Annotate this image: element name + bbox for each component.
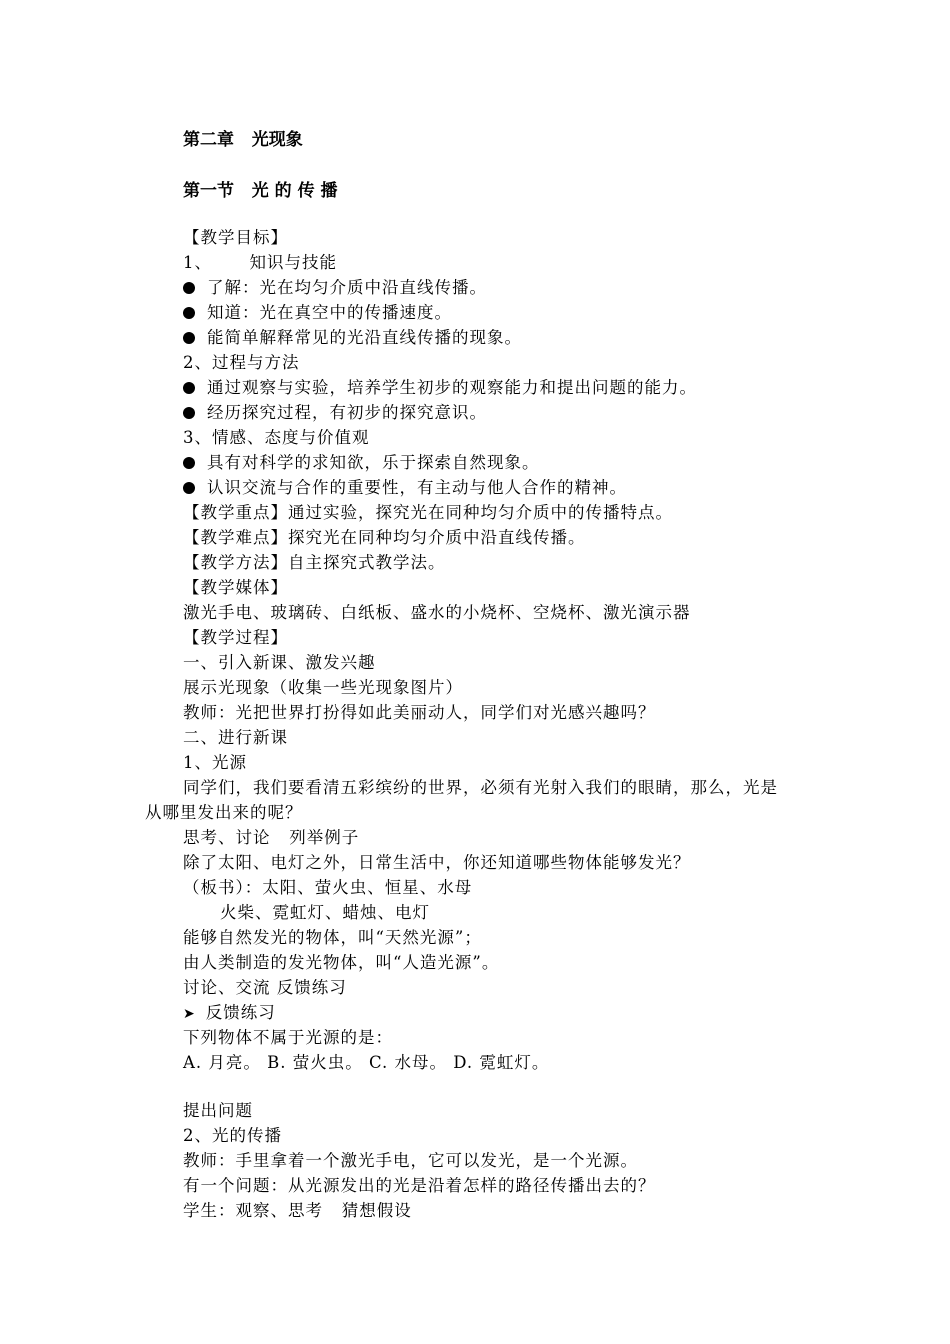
sub1-artificial: 由人类制造的发光物体，叫“人造光源”。 <box>183 953 500 972</box>
bullet-icon <box>183 482 195 494</box>
goal1-item-3: 能简单解释常见的光沿直线传播的现象。 <box>183 325 522 350</box>
arrow-bullet-icon: ➤ <box>183 1006 196 1022</box>
feedback-options: A. 月亮。 B. 萤火虫。 C. 水母。 D. 霓虹灯。 <box>183 1053 550 1072</box>
part1-show: 展示光现象（收集一些光现象图片） <box>183 678 463 697</box>
bullet-icon <box>183 457 195 469</box>
sub1-para-line1: 同学们，我们要看清五彩缤纷的世界，必须有光射入我们的眼睛，那么，光是 <box>183 778 778 797</box>
process-header: 【教学过程】 <box>183 628 288 647</box>
goals-header: 【教学目标】 <box>183 228 288 247</box>
sub1-header: 1、光源 <box>183 753 247 772</box>
key-point: 【教学重点】通过实验，探究光在同种均匀介质中的传播特点。 <box>183 503 673 522</box>
difficulty: 【教学难点】探究光在同种均匀介质中沿直线传播。 <box>183 528 586 547</box>
sub2-header: 2、光的传播 <box>183 1126 282 1145</box>
bullet-icon <box>183 407 195 419</box>
sub1-discuss: 讨论、交流 反馈练习 <box>183 978 347 997</box>
sub1-question: 除了太阳、电灯之外，日常生活中，你还知道哪些物体能够发光？ <box>183 853 691 872</box>
feedback-question: 下列物体不属于光源的是： <box>183 1028 393 1047</box>
media-list: 激光手电、玻璃砖、白纸板、盛水的小烧杯、空烧杯、激光演示器 <box>183 603 691 622</box>
chapter-title: 第二章 光现象 <box>183 130 303 150</box>
sub1-think: 思考、讨论 列举例子 <box>183 828 360 847</box>
sub1-para-line2: 从哪里发出来的呢？ <box>145 803 303 822</box>
section-title: 第一节 光 的 传 播 <box>183 181 338 201</box>
bullet-icon <box>183 332 195 344</box>
part1-header: 一、引入新课、激发兴趣 <box>183 653 376 672</box>
sub2-problem: 有一个问题：从光源发出的光是沿着怎样的路径传播出去的？ <box>183 1176 656 1195</box>
goal2-item-2: 经历探究过程，有初步的探究意识。 <box>183 400 487 425</box>
part1-teacher: 教师：光把世界打扮得如此美丽动人，同学们对光感兴趣吗？ <box>183 703 656 722</box>
sub1-board2: 火柴、霓虹灯、蜡烛、电灯 <box>220 903 430 922</box>
goal3-item-2: 认识交流与合作的重要性，有主动与他人合作的精神。 <box>183 475 627 500</box>
part2-header: 二、进行新课 <box>183 728 288 747</box>
goal1-header: 1、 知识与技能 <box>183 253 337 272</box>
goal2-header: 2、过程与方法 <box>183 353 300 372</box>
feedback-header: ➤ 反馈练习 <box>183 1000 276 1027</box>
ask-question: 提出问题 <box>183 1101 253 1120</box>
bullet-icon <box>183 282 195 294</box>
sub1-natural: 能够自然发光的物体，叫“天然光源”； <box>183 928 482 947</box>
goal3-header: 3、情感、态度与价值观 <box>183 428 370 447</box>
method: 【教学方法】自主探究式教学法。 <box>183 553 446 572</box>
sub2-teacher: 教师：手里拿着一个激光手电，它可以发光，是一个光源。 <box>183 1151 638 1170</box>
bullet-icon <box>183 307 195 319</box>
bullet-icon <box>183 382 195 394</box>
sub1-board1: （板书）：太阳、萤火虫、恒星、水母 <box>183 878 473 897</box>
goal2-item-1: 通过观察与实验，培养学生初步的观察能力和提出问题的能力。 <box>183 375 697 400</box>
sub2-student: 学生：观察、思考 猜想假设 <box>183 1201 412 1220</box>
goal3-item-1: 具有对科学的求知欲，乐于探索自然现象。 <box>183 450 540 475</box>
goal1-item-2: 知道：光在真空中的传播速度。 <box>183 300 452 325</box>
goal1-item-1: 了解：光在均匀介质中沿直线传播。 <box>183 275 487 300</box>
media-header: 【教学媒体】 <box>183 578 288 597</box>
